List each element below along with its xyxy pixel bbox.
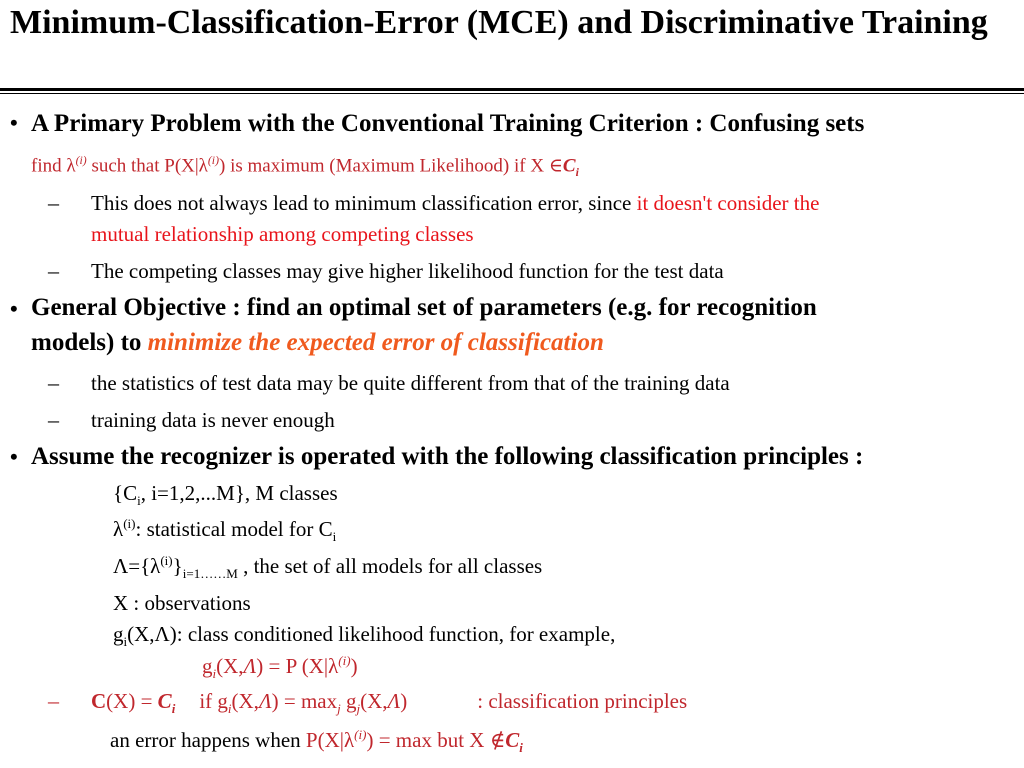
bullet-1-heading: A Primary Problem with the Conventional Training Criterion : Confusing sets [31, 110, 865, 137]
sub-item-2-1: the statistics of test data may be quite different from that of the training data [91, 371, 730, 395]
sub-item-2-2: training data is never enough [91, 408, 335, 432]
dash-2-1-marker: – [48, 370, 59, 395]
def-likelihood-example: $g_i(X,\Lambda) = P$ $(X|\lambda^{(i)})$ [202, 653, 358, 682]
def-classes: {$C_i$, i=1,2,...M}, M classes [113, 481, 338, 509]
dash-3-1-marker: – [48, 688, 59, 713]
bullet-2-marker: • [10, 296, 18, 321]
def-model-set: $\Lambda=\{\lambda^{(i)}\}_{i=1\dots\dots M}$ , the set of all models for all classes [113, 553, 543, 582]
sub-item-1-2: The competing classes may give higher likelihood function for the test data [91, 259, 724, 283]
dash-1-2-marker: – [48, 258, 59, 283]
sub-item-1-1-cont: mutual relationship among competing classes [91, 222, 474, 246]
bullet-2-heading: General Objective : find an optimal set of parameters (e.g. for recognition [31, 294, 817, 321]
sub-item-1-1: This does not always lead to minimum classification error, since it doesn't consider the [91, 191, 820, 215]
dash-1-1-marker: – [48, 190, 59, 215]
def-observations: X : observations [113, 591, 251, 615]
bullet-2-heading-cont: models) to minimize the expected error of classification [31, 329, 604, 356]
title-divider [0, 88, 1024, 91]
bullet-3-marker: • [10, 444, 18, 469]
def-model: $\lambda^{(i)}$: statistical model for $C_i$ [113, 516, 337, 545]
slide-title: Minimum-Classification-Error (MCE) and Discriminative Training [10, 4, 988, 41]
def-likelihood: $g_i(X,\Lambda)$: class conditioned likelihood function, for example, [113, 622, 616, 650]
classification-rule: $C(X) = C_i$ if $g_i(X,\Lambda) = \max_j g_j(X,\Lambda)$ : classification principles [91, 689, 688, 717]
bullet-3-heading: Assume the recognizer is operated with the following classification principles : [31, 443, 864, 470]
find-line: find $\lambda^{(i)}$ such that $P(X|\lambda^{(i)})$ is maximum (Maximum Likelihood) if X $\in C_i$ [31, 154, 579, 180]
bullet-1-marker: • [10, 110, 18, 135]
title-divider-thin [0, 93, 1024, 94]
dash-2-2-marker: – [48, 407, 59, 432]
error-condition: an error happens when $P(X|\lambda^{(i)}) = \max$ but X $\notin C_i$ [110, 727, 523, 756]
